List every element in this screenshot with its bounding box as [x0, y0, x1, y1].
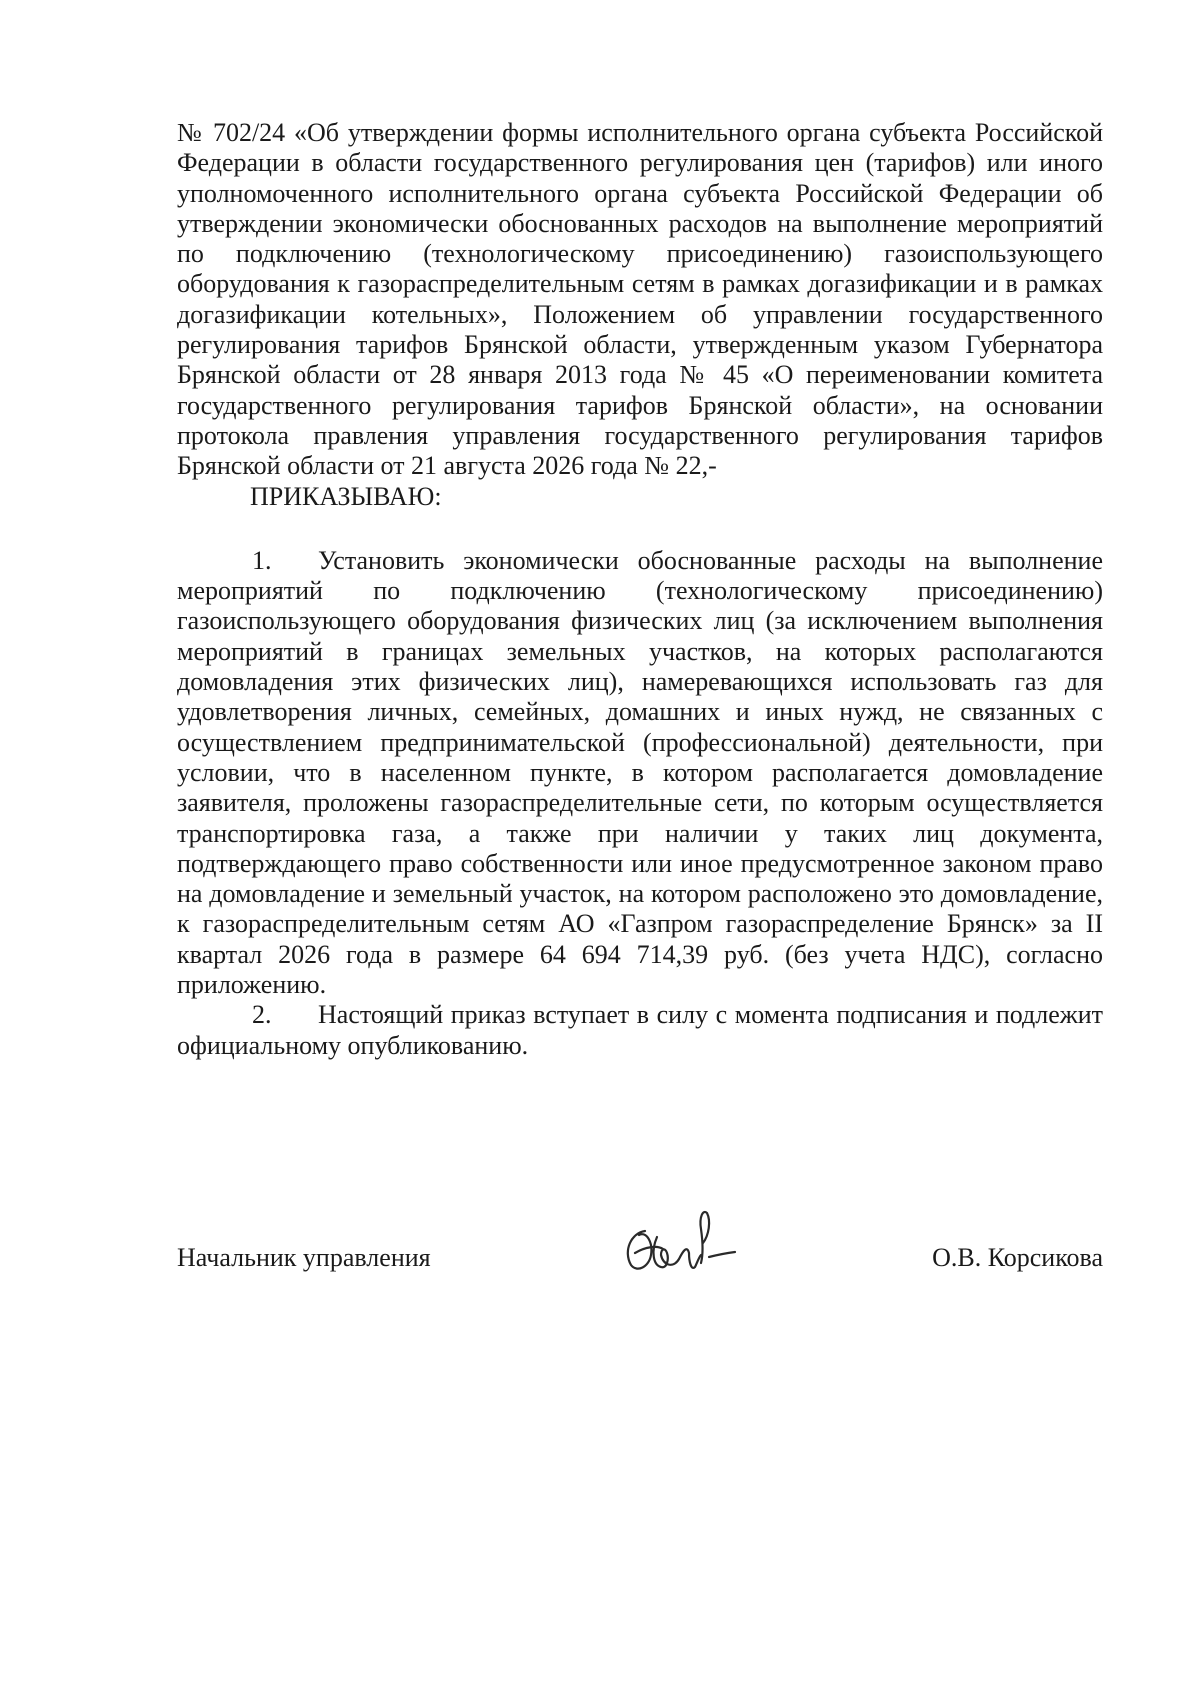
signatory-position: Начальник управления	[177, 1243, 431, 1272]
order-heading: ПРИКАЗЫВАЮ:	[250, 481, 442, 511]
intro-paragraph: № 702/24 «Об утверждении формы исполнительного органа субъекта Российской Федерации в области государственного регулирования цен (тарифов) или иного уполномоченного исполнительного органа субъекта Российской Федерации об утверждении экономически обоснованных расходов на выполнение мероприятий по подключению (технологическому присоединению) газоиспользующего оборудования к газораспределительным сетям в рамках догазификации и в рамках догазификации котельных», Положением об управлении государственного регулирования тарифов Брянской области, утвержденным указом Губернатора Брянской области от 28 января 2013 года № 45 «О переименовании комитета государственного регулирования тарифов Брянской области», на основании протокола правления управления государственного регулирования тарифов Брянской области от 21 августа 2026 года № 22,-	[177, 118, 1103, 481]
handwritten-signature	[617, 1207, 737, 1281]
order-item-2	[177, 1000, 1103, 1061]
signature-block	[177, 1225, 1103, 1285]
order-item-2-text: Настоящий приказ вступает в силу с момента подписания и подлежит официальному опубликованию.	[177, 1000, 1103, 1060]
order-item-1-number: 1.	[252, 545, 272, 575]
order-item-1-text: Установить экономически обоснованные расходы на выполнение мероприятий по подключению (технологическому присоединению) газоиспользующего оборудования физических лиц (за исключением выполнения мероприятий в границах земельных участков, на которых располагаются домовладения этих физических лиц), намеревающихся использовать газ для удовлетворения личных, семейных, домашних и иных нужд, не связанных с осуществлением предпринимательской (профессиональной) деятельности, при условии, что в населенном пункте, в котором располагается домовладение заявителя, проложены газораспределительные сети, по которым осуществляется транспортировка газа, а также при наличии у таких лиц документа, подтверждающего право собственности или иное предусмотренное законом право на домовладение и земельный участок, на котором расположено это домовладение, к газораспределительным сетям АО «Газпром газораспределение Брянск» за II квартал 2026 года в размере 64 694 714,39 руб. (без учета НДС), согласно приложению.	[177, 545, 1103, 1000]
order-item-2-number: 2.	[252, 1000, 272, 1030]
signatory-name: О.В. Корсикова	[932, 1243, 1103, 1272]
order-item-1	[177, 546, 1103, 1000]
document-body	[177, 118, 1103, 1061]
